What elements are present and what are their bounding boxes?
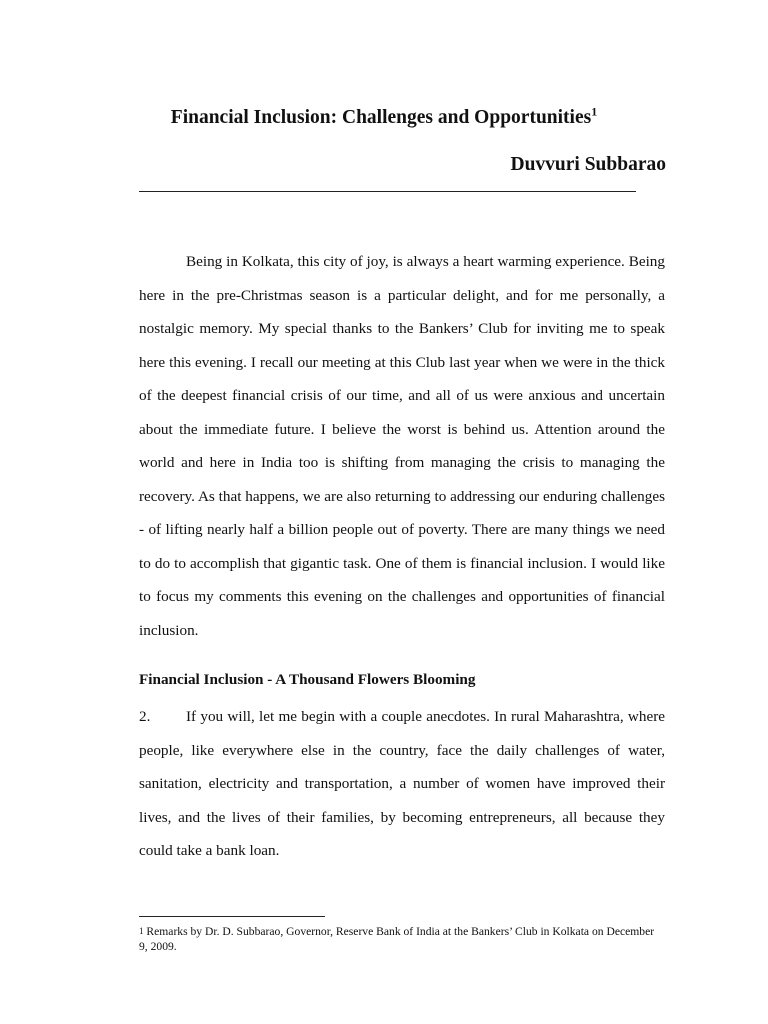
paragraph-1: Being in Kolkata, this city of joy, is always a heart warming experience. Being here in the pre-Christmas season is a particular delight, and for me personally, a nostalgic memory. My special thanks to the Bankers’ Club for inviting me to speak here this evening. I recall our meeting at this Club last year when we were in the thick of the deepest financial crisis of our time, and all of us were anxious and uncertain about the immediate future. I believe the worst is behind us. Attention around the world and here in India too is shifting from managing the crisis to managing the recovery. As that happens, we are also returning to addressing our enduring challenges - of lifting nearly half a billion people out of poverty. There are many things we need to do to accomplish that gigantic task. One of them is financial inclusion. I would like to focus my comments this evening on the challenges and opportunities of financial inclusion. bbox=[139, 253, 665, 639]
footnote-marker: 1 bbox=[139, 926, 144, 936]
paragraph-2-text: If you will, let me begin with a couple anecdotes. In rural Maharashtra, where people, like everywhere else in the country, face the daily challenges of water, sanitation, electricity and transportation, a number of women have improved their lives, and the lives of their families, by becoming entrepreneurs, all because they could take a bank loan. bbox=[139, 708, 665, 859]
document-title bbox=[0, 104, 768, 132]
title-footnote-marker: 1 bbox=[591, 104, 598, 119]
paragraph-2 bbox=[139, 700, 665, 868]
title-text: Financial Inclusion: Challenges and Opportunities bbox=[170, 107, 592, 128]
header-divider bbox=[139, 191, 636, 192]
footnote bbox=[139, 924, 665, 954]
author-name: Duvvuri Subbarao bbox=[510, 154, 666, 175]
footnote-text: Remarks by Dr. D. Subbarao, Governor, Reserve Bank of India at the Bankers’ Club in Kolkata on December 9, 2009. bbox=[139, 925, 655, 953]
footnote-divider bbox=[139, 916, 325, 917]
section-heading: Financial Inclusion - A Thousand Flowers Blooming bbox=[139, 671, 476, 688]
paragraph-number: 2. bbox=[139, 708, 151, 725]
